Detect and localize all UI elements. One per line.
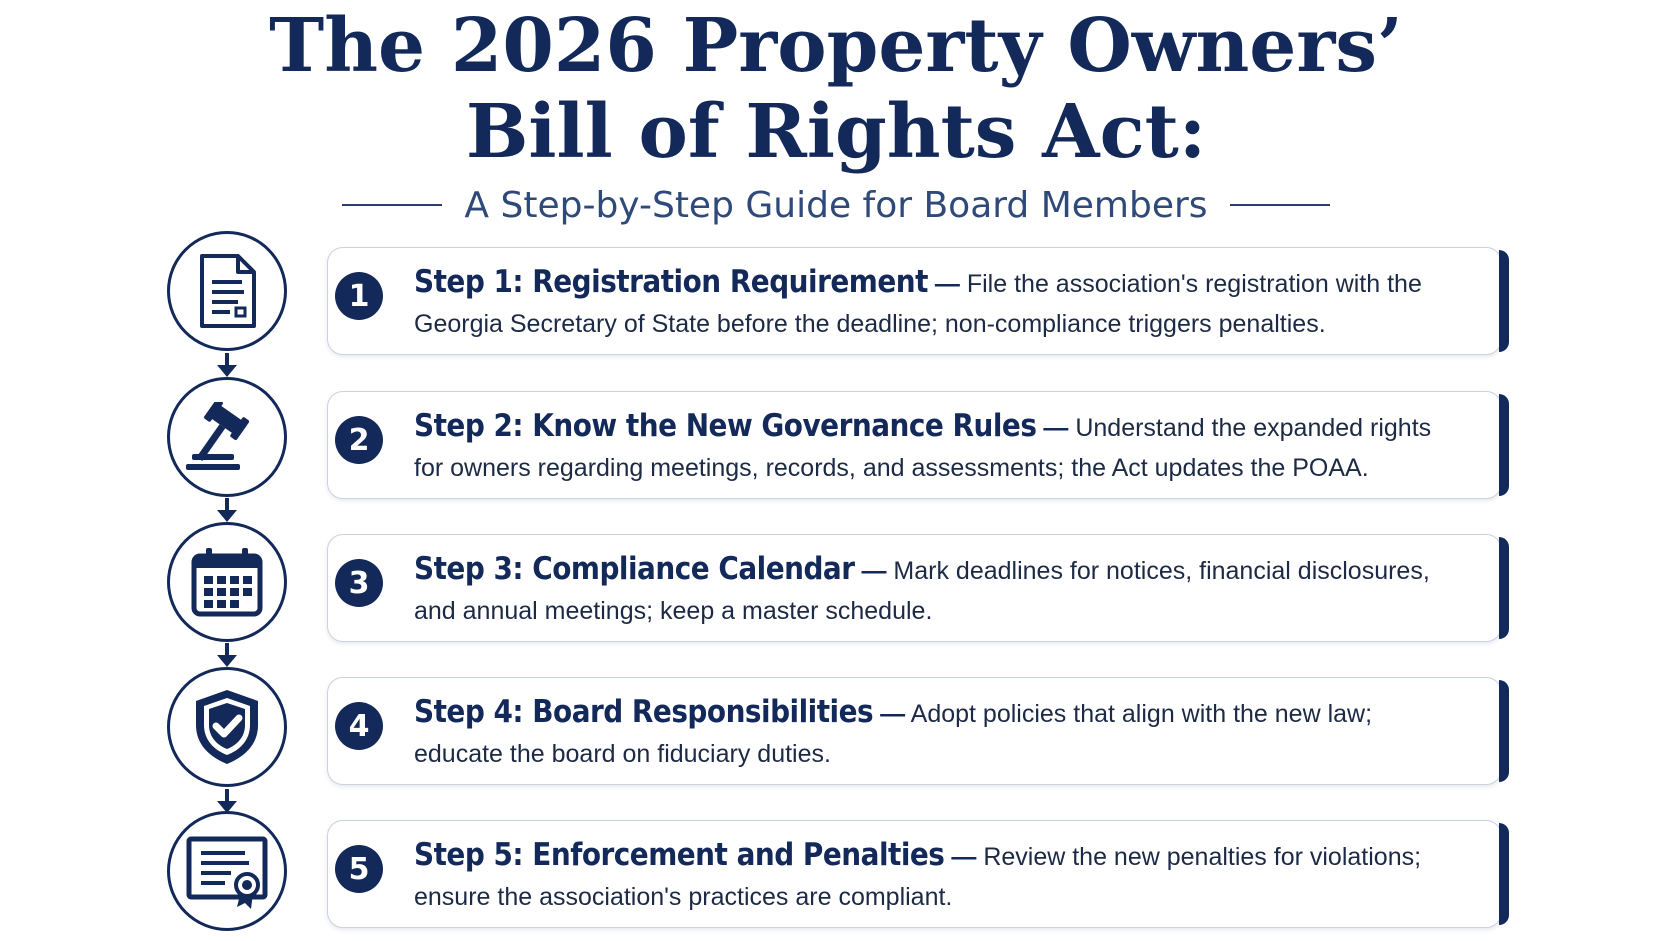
arrow-down-icon xyxy=(221,498,233,522)
step-body: File the association's registration with the Georgia Secretary of State before the deadline; non-compliance triggers penalties. xyxy=(414,270,1422,338)
step-heading: Step 5: Enforcement and Penalties xyxy=(414,837,945,873)
step-text xyxy=(414,262,1461,344)
shield-check-icon xyxy=(167,667,287,787)
step-body: Understand the expanded rights for owners regarding meetings, records, and assessments; the Act updates the POAA. xyxy=(414,414,1432,482)
calendar-icon xyxy=(167,522,287,642)
step-heading: Step 3: Compliance Calendar xyxy=(414,551,855,587)
step-card-1 xyxy=(327,247,1502,355)
step-body: Adopt policies that align with the new law; educate the board on fiduciary duties. xyxy=(414,700,1373,768)
document-icon xyxy=(167,231,287,351)
step-body: Review the new penalties for violations; ensure the association's practices are compliant. xyxy=(414,843,1422,911)
certificate-icon xyxy=(167,811,287,931)
step-card-5 xyxy=(327,820,1502,928)
step-text xyxy=(414,692,1461,774)
gavel-icon xyxy=(167,377,287,497)
card-accent-edge xyxy=(1499,680,1509,782)
step-separator: — xyxy=(1043,414,1069,442)
step-card-4 xyxy=(327,677,1502,785)
card-accent-edge xyxy=(1499,823,1509,925)
step-separator: — xyxy=(880,700,906,728)
arrow-down-icon xyxy=(221,353,233,377)
arrow-down-icon xyxy=(221,789,233,813)
step-heading: Step 1: Registration Requirement xyxy=(414,264,928,300)
page-title-line-2: Bill of Rights Act: xyxy=(465,89,1207,175)
step-heading: Step 4: Board Responsibilities xyxy=(414,694,874,730)
step-text xyxy=(414,549,1461,631)
card-accent-edge xyxy=(1499,250,1509,352)
step-separator: — xyxy=(951,843,977,871)
step-text xyxy=(414,835,1461,917)
card-accent-edge xyxy=(1499,394,1509,496)
step-text xyxy=(414,406,1461,488)
step-card-3 xyxy=(327,534,1502,642)
step-number-badge: 4 xyxy=(335,702,383,750)
step-number-badge: 2 xyxy=(335,416,383,464)
subtitle: A Step-by-Step Guide for Board Members xyxy=(464,184,1208,226)
step-separator: — xyxy=(934,270,960,298)
step-card-2 xyxy=(327,391,1502,499)
card-accent-edge xyxy=(1499,537,1509,639)
step-number-badge: 3 xyxy=(335,559,383,607)
step-separator: — xyxy=(861,557,887,585)
step-heading: Step 2: Know the New Governance Rules xyxy=(414,408,1037,444)
step-number-badge: 5 xyxy=(335,845,383,893)
page-title-line-1: The 2026 Property Owners’ xyxy=(269,3,1403,89)
arrow-down-icon xyxy=(221,643,233,667)
step-number-badge: 1 xyxy=(335,272,383,320)
step-body: Mark deadlines for notices, financial disclosures, and annual meetings; keep a master schedule. xyxy=(414,557,1430,625)
